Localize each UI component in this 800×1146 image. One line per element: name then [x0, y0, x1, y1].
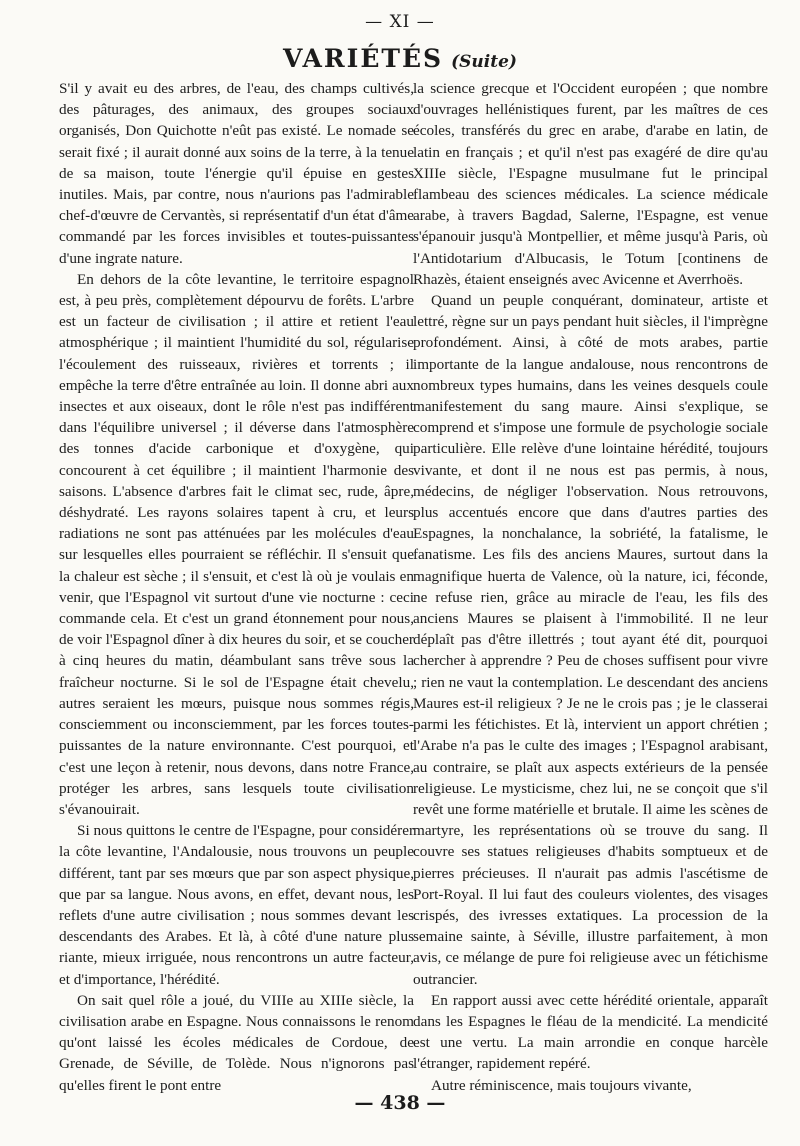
running-head: — XI — — [365, 12, 435, 32]
left-column — [59, 78, 414, 1096]
paragraph: On sait quel rôle a joué, du VIIIe au XIIIe siècle, la civilisation arabe en Espagne. Nous connaissons le renom qu'ont laissé les écoles médicales de Cordoue, de Grenade, de Séville, de Tolède. Nous n'ignorons pas qu'elles firent le pont entre — [59, 991, 414, 1094]
paragraph: Autre réminiscence, mais toujours vivante, — [431, 1076, 692, 1094]
paragraph: la science grecque et l'Occident européen ; que nombre d'ouvrages hellénistiques furent, par les maîtres de ces écoles, transférés du grec en arabe, d'arabe en latin, de latin en français ; et qu'il n'est pas exagéré de dire qu'au XIIIe siècle, l'Espagne musulmane fut le principal flambeau des sciences médicales. La science médicale arabe, à travers Bagdad, Salerne, l'Espagne, est venue s'épanouir jusqu'à Montpellier, et même jusqu'à Paris, où l'Antidotarium d'Albucasis, le Totum [continens de Rhazès, étaient enseignés avec Avicenne et Averrhoës. — [413, 80, 768, 288]
section-title — [0, 44, 800, 73]
paragraph: Quand un peuple conquérant, dominateur, artiste et lettré, règne sur un pays pendant huit siècles, il l'imprègne profondément. Ainsi, à côté de mots arabes, partie importante de la langue andalouse, nous rencontrons de nombreux types humains, dans les veines desquels coule manifestement du sang maure. Ainsi s'explique, se comprend et s'impose une formule de psychologie sociale particulière. Elle relève d'une lointaine hérédité, toujours vivante, et dont il ne nous est pas permis, à nous, médecins, de négliger l'observation. Nous retrouvons, plus accentués encore que dans d'autres parties des Espagnes, la nonchalance, la sobriété, la fatalisme, le fanatisme. Les fils des anciens Maures, surtout dans la magnifique huerta de Valence, où la nature, ici, féconde, ne refuse rien, grâce au miracle de l'eau, les fils des anciens Maures se plaisent à l'immobilité. Il ne leur déplaît pas d'être illettrés ; tout ayant été dit, pourquoi chercher à apprendre ? Peu de choses suffisent pour vivre ; rien ne vaut la contemplation. Le descendant des anciens Maures est-il religieux ? Je ne le crois pas ; je le classerai parmi les fétichistes. Et là, intervient un apport chrétien ; l'Arabe n'a pas le culte des images ; l'Espagnol arabisant, au contraire, se plaît aux aspects extérieurs de la pensée religieuse. Le mysticisme, chez lui, ne se conçoit que s'il revêt une forme matérielle et brutale. Il aime les scènes de martyre, les représentations où se trouve du sang. Il couvre ses statues religieuses d'habits somptueux et de pierres précieuses. Il n'aurait pas admis l'ascétisme de Port-Royal. Il lui faut des couleurs violentes, des visages crispés, des ivresses extatiques. La procession de la semaine sainte, à Séville, illustre parfaitement, à mon avis, ce mélange de pure foi religieuse avec un fétichisme outrancier. — [413, 292, 768, 988]
section-title-text: VARIÉTÉS — [283, 44, 444, 73]
paragraph: Si nous quittons le centre de l'Espagne, pour considérer la côte levantine, l'Andalousie, nous trouvons un peuple différent, tant par ses mœurs que par son aspect physique, que par sa langue. Nous avons, en effet, devant nous, les reflets d'une autre civilisation ; nous sommes devant les descendants des Arabes. Et là, à côté d'une nature plus riante, mieux irriguée, nous rencontrons un autre facteur, et d'importance, l'hérédité. — [59, 822, 414, 988]
right-column — [413, 78, 768, 1096]
page-number: — 438 — — [354, 1092, 446, 1114]
paragraph: En rapport aussi avec cette hérédité orientale, apparaît dans les Espagnes le fléau de la mendicité. La mendicité est une vertu. La main arrondie en conque harcèle l'étranger, rapidement repéré. — [413, 991, 768, 1073]
paragraph: S'il y avait eu des arbres, de l'eau, des champs cultivés, des pâturages, des animaux, des groupes sociaux organisés, Don Quichotte n'eût pas existé. Le nomade se serait fixé ; il aurait donné aux soins de la terre, à la tenue de sa maison, toute l'énergie qu'il épuise en gestes inutiles. Mais, par contre, nous n'aurions pas l'admirable chef-d'œuvre de Cervantès, si représentatif d'un état d'âme commandé par les forces invisibles et toutes-puissantes d'une ingrate nature. — [59, 80, 414, 267]
section-subtitle: (Suite) — [451, 52, 517, 72]
paragraph: En dehors de la côte levantine, le territoire espagnol est, à peu près, complètement dépourvu de forêts. L'arbre est un facteur de civilisation ; il attire et retient l'eau atmosphérique ; il maintient l'humidité du sol, régularise l'écoulement des ruisseaux, rivières et torrents ; il empêche la terre d'être entraînée au loin. Il donne abri aux insectes et aux oiseaux, dont le rôle n'est pas indifférent dans l'équilibre universel ; il déverse dans l'atmosphère des tonnes d'acide carbonique et d'oxygène, qui concourent à cet équilibre ; il maintient l'harmonie des saisons. L'absence d'arbres fait le climat sec, rude, âpre, déshydraté. Les rayons solaires tapent à cru, et leurs radiations ne sont pas atténuées par les molécules d'eau sur lesquelles elles pourraient se réfléchir. Il s'ensuit que la chaleur est sèche ; il s'ensuit, et c'est là où je voulais en venir, que l'Espagnol vit surtout d'une vie nocturne : ceci commande cela. Et c'est un grand étonnement pour nous, de voir l'Espagnol dîner à dix heures du soir, et se coucher à cinq heures du matin, déambulant sans trêve sous la fraîcheur nocturne. Si le sol de l'Espagne était chevelu, autres seraient les mœurs, puisque nous sommes régis, consciemment ou inconsciemment, par les forces toutes-puissantes de la nature environnante. C'est pourquoi, et c'est une leçon à retenir, nous devons, dans notre France, protéger les arbres, sans lesquels toute civilisation s'évanouirait. — [59, 270, 414, 818]
